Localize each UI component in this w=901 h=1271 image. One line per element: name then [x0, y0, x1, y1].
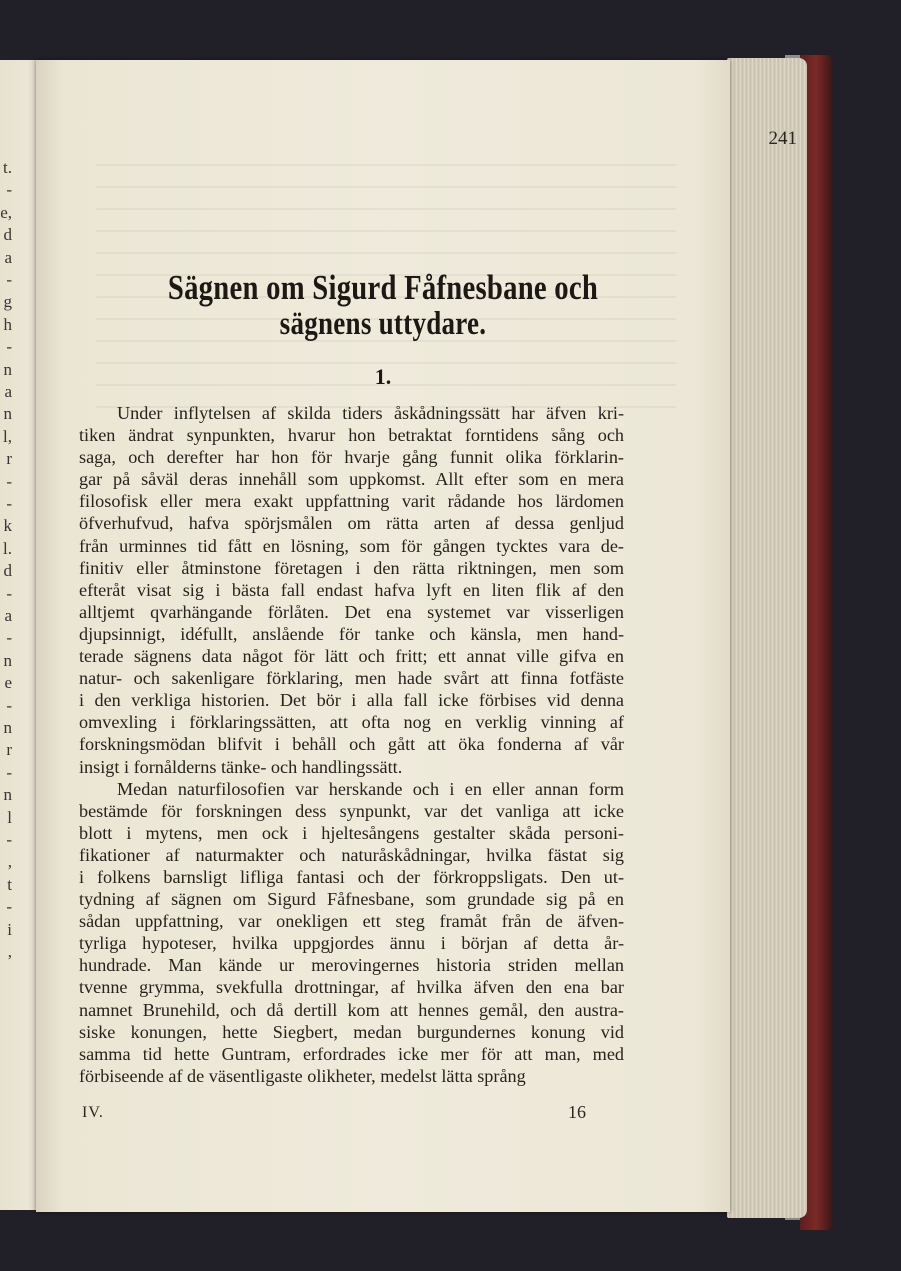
text-line: från urminnes tid fått en lösning, som för gången tycktes vara de- — [79, 535, 624, 556]
previous-page-fragment: - — [6, 337, 12, 357]
previous-page-fragment: - — [6, 180, 12, 200]
page-number: 241 — [768, 128, 797, 149]
chapter-title-line-2: sägnens uttydare. — [279, 306, 487, 342]
previous-page-fragment: - — [6, 628, 12, 648]
signature-mark: IV. — [82, 1104, 104, 1121]
previous-page-fragment: d — [3, 561, 12, 581]
previous-page-fragment: - — [6, 897, 12, 917]
text-line: fikationer af naturmakter och naturåskådningar, hvilka fästat sig — [79, 844, 624, 865]
previous-page-fragment: i — [7, 919, 12, 939]
chapter-title-line-1: Sägnen om Sigurd Fåfnesbane och — [167, 268, 599, 307]
previous-page-fragment: d — [3, 225, 12, 245]
previous-page-fragment: e, — [0, 202, 12, 222]
previous-page-fragment: - — [6, 270, 12, 289]
text-line: djupsinnigt, idéfullt, anslående för tanke och känsla, men hand- — [79, 623, 624, 644]
text-line: omvexling i förklaringssätten, att ofta nog en verklig vinning af — [79, 712, 624, 733]
text-line: Medan naturfilosofien var herskande och i en eller annan form — [117, 778, 624, 799]
body-text — [79, 402, 624, 1087]
previous-page-fragment: n — [3, 718, 12, 737]
previous-page-fragment: l — [7, 807, 12, 827]
sheet-number: 16 — [568, 1102, 586, 1122]
previous-page-fragment: - — [6, 830, 12, 849]
previous-page-fragment: t. — [3, 158, 12, 177]
previous-page-fragment: n — [3, 650, 12, 670]
previous-page-fragment: - — [6, 471, 12, 491]
previous-page-fragment: t — [7, 874, 12, 894]
text-line: samma tid hette Guntram, erfordrades icke mer för att man, med — [79, 1043, 624, 1064]
text-line: öfverhufvud, hafva spörjsmålen om rätta arten af dessa genljud — [79, 513, 624, 534]
previous-page-fragment: , — [7, 852, 12, 872]
text-line: sådan uppfattning, var onekligen ett steg framåt från de äfven- — [79, 911, 624, 932]
text-line: gar på såväl deras innehåll som uppkomst. Allt efter som en mera — [79, 469, 624, 490]
previous-page-fragment: l. — [3, 538, 12, 558]
text-line: blott i mytens, men ock i hjeltesångens gestalter skåda personi- — [79, 822, 624, 843]
text-line: forskningsmödan blifvit i behåll och gått att öka fonderna af vår — [79, 734, 624, 755]
text-line: namnet Brunehild, och då dertill kom att hennes gemål, den austra- — [79, 999, 624, 1020]
text-line: insigt i fornålderns tänke- och handlingssätt. — [79, 756, 403, 777]
previous-page-fragment: n — [3, 359, 12, 379]
text-line: tvenne grymma, svekfulla drottningar, af hvilka äfven den ena bar — [79, 977, 624, 998]
previous-page-fragment: a — [4, 247, 12, 267]
previous-page-fragment: - — [6, 583, 12, 603]
text-line: Under inflytelsen af skilda tiders åskådningssätt har äfven kri- — [117, 403, 624, 423]
text-line: natur- och sakenligare förklaring, men hade svårt att finna fotfäste — [79, 668, 624, 689]
section-number: 1. — [374, 364, 392, 389]
text-line: alltjemt qvarhängande förlåten. Det ena systemet var visserligen — [79, 601, 624, 622]
previous-page-fragment: r — [6, 449, 12, 469]
text-line: finitiv eller åtminstone företagen i den rätta riktningen, men som — [79, 557, 624, 578]
text-line: i folkens barnsligt lifliga fantasi och der förkroppsligats. Den ut- — [79, 866, 624, 887]
text-line: tyrliga hypoteser, hvilka uppgjordes ännu i början af detta år- — [79, 933, 624, 954]
text-line: förbiseende af de väsentligaste olikheter, medelst lätta språng — [79, 1065, 526, 1086]
text-line: tiken ändrat synpunkten, hvarur hon betraktat forntidens sång och — [79, 425, 624, 446]
text-line: hundrade. Man kände ur merovingernes historia striden mellan — [79, 955, 624, 976]
previous-page-fragment: - — [6, 695, 12, 715]
previous-page-fragment: n — [3, 785, 12, 805]
previous-page-fragment: , — [7, 942, 12, 961]
previous-page-fragment: k — [3, 516, 12, 536]
previous-page-edge — [0, 60, 40, 1210]
text-line: tydning af sägnen om Sigurd Fåfnesbane, som grundade sig på en — [79, 889, 624, 910]
previous-page-fragment: n — [3, 404, 12, 424]
text-line: bestämde för forskningen dess synpunkt, var det vanliga att icke — [79, 800, 624, 821]
previous-page-fragment: g — [3, 292, 12, 312]
page-block-edge — [727, 58, 807, 1218]
previous-page-fragment: e — [4, 673, 12, 693]
text-line: i den verkliga historien. Det bör i alla fall icke förbises vid denna — [79, 690, 624, 711]
previous-page-fragment: h — [3, 314, 12, 334]
previous-page-fragment: l, — [3, 426, 12, 446]
previous-page-fragment: a — [4, 606, 12, 625]
text-line: siske konungen, hette Siegbert, medan burgundernes konung vid — [79, 1021, 624, 1042]
text-line: terade sägnens data något för lätt och fritt; ett annat ville gifva en — [79, 646, 624, 667]
text-line: saga, och derefter har hon för hvarje gång funnit olika förklarin- — [79, 447, 624, 468]
previous-page-fragment: - — [6, 762, 12, 782]
text-line: filosofisk eller mera exakt uppfattning varit rådande hos lärdomen — [79, 491, 624, 512]
previous-page-fragment: a — [4, 382, 12, 401]
previous-page-fragment: - — [6, 494, 12, 513]
previous-page-fragment: r — [6, 740, 12, 760]
text-line: efteråt visat sig i bästa fall endast hafva lyft en liten flik af den — [79, 579, 624, 600]
